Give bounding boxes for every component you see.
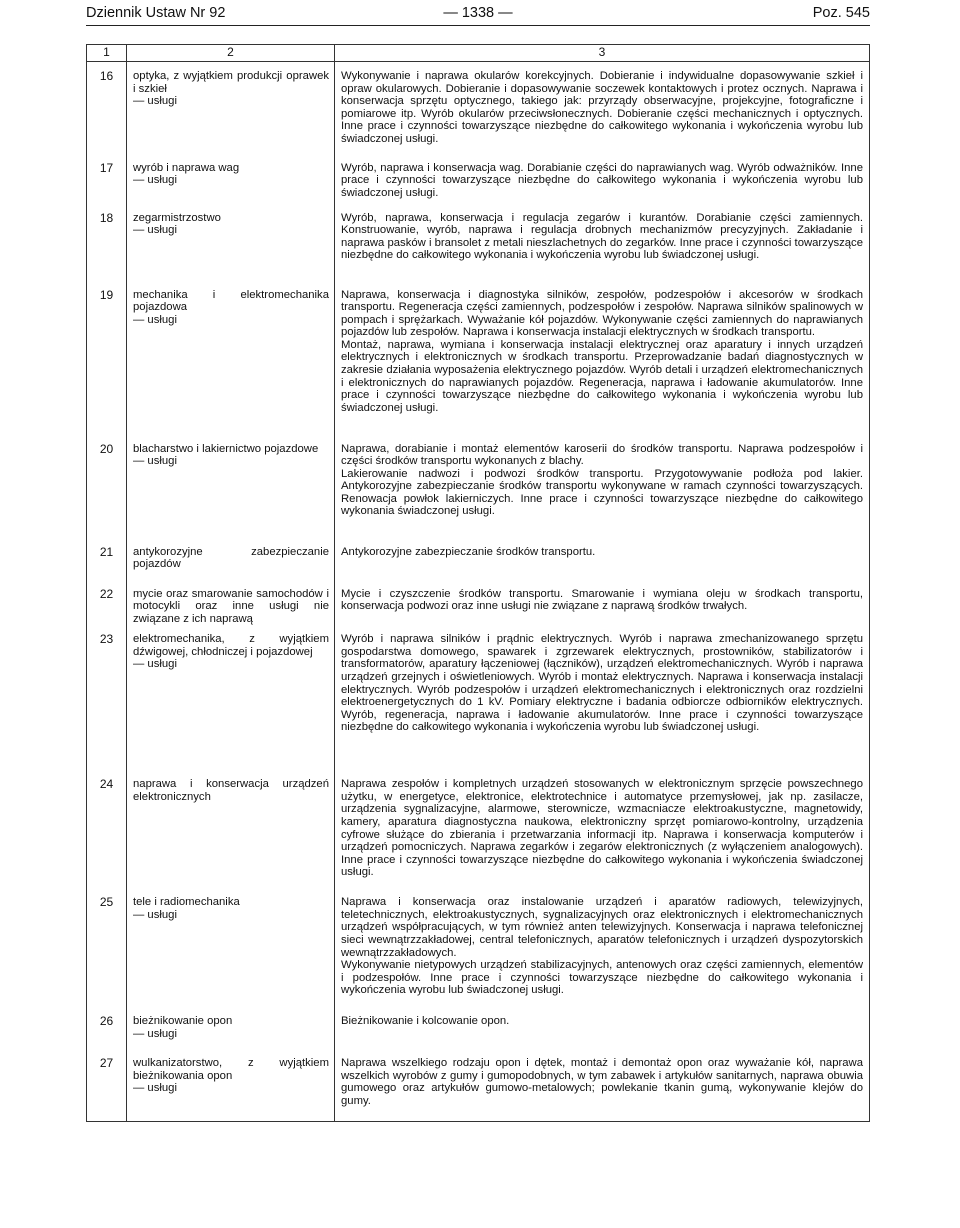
trade-name-line: antykorozyjne zabezpieczanie pojazdów [133, 545, 329, 571]
scope-description-cell [335, 888, 870, 1007]
trade-name-cell [127, 62, 335, 154]
trade-name-line: — usługi [133, 95, 177, 108]
trade-name-line: mechanika i elektromechanika pojazdowa [133, 288, 329, 314]
scope-description-cell [335, 625, 870, 770]
trade-name-line: wyrób i naprawa wag [133, 161, 240, 174]
trade-name-line: blacharstwo i lakiernictwo pojazdowe [133, 442, 319, 455]
scope-paragraph: Wykonywanie nietypowych urządzeń stabilizacyjnych, antenowych oraz części zamiennych, elementów i podzespołów. Inne prace i czynności towarzyszące niezbędne do całkowitego wykonania i wykończenia wyrobu lub świadczonej usługi. [341, 959, 863, 997]
trade-name-cell [127, 580, 335, 626]
scope-paragraph: Naprawa, konserwacja i diagnostyka silników, zespołów, podzespołów i akcesorów w środkach transportu. Regeneracja części zamiennych, podzespołów i zespołów. Naprawa silników spalinowych w pompach i sprężarkach. Wyważanie kół pojazdów. Wykonywanie części zamiennych do naprawianych pojazdów lub zespołów. Naprawa i konserwacja instalacji elektrycznych w środkach transportu. [341, 288, 863, 339]
scope-paragraph: Naprawa i konserwacja oraz instalowanie urządzeń i aparatów radiowych, telewizyjnych, teletechnicznych, elektroakustycznych, sygnalizacyjnych oraz elektronicznych i elektromechanicznych urządzeń współpracujących, w tym również anten telewizyjnych. Konserwacja i naprawa telefonicznej sieci wewnątrzzakładowej, central telefonicznych, aparatów telefonicznych i urządzeń dyspozytorskich wewnątrzzakładowych. [341, 896, 863, 959]
table-row [87, 154, 870, 204]
trade-name-cell [127, 538, 335, 580]
trade-name-cell [127, 770, 335, 888]
table-row [87, 1007, 870, 1049]
scope-description-cell [335, 435, 870, 538]
trade-name-line: naprawa i konserwacja urządzeń elektronicznych [133, 778, 329, 803]
column-header-1: 1 [87, 45, 127, 62]
scope-paragraph: Antykorozyjne zabezpieczanie środków transportu. [341, 545, 596, 558]
services-table [86, 44, 870, 1122]
scope-paragraph: Wyrób i naprawa silników i prądnic elektrycznych. Wyrób i naprawa zmechanizowanego sprzętu gospodarstwa domowego, spawarek i zgrzewarek elektrycznych, prostowników, stabilizatorów i transformatorów, aparatury łączeniowej (łączników), urządzeń elektromechanicznych. Wyrób i naprawa urządzeń grzejnych i oświetleniowych. Wyrób i montaż elektrycznych. Naprawa i konserwacja instalacji elektrycznych. Wyrób podzespołów i urządzeń elektromechanicznych i elektronicznych oraz rozdzielni elektroenergetycznych do 1 kV. Pomiary elektryczne i badania odbiorcze odbiorników elektrycznych. Wyrób, regeneracja, naprawa i ładowanie akumulatorów. Inne prace i czynności towarzyszące niezbędne do całkowitego wykonania i wykończenia wyrobu lub świadczonej usługi. [341, 633, 863, 734]
scope-paragraph: Naprawa, dorabianie i montaż elementów karoserii do środków transportu. Naprawa podzespołów i części środków transportu wykonanych z blachy. [341, 442, 863, 468]
page-number: — 1338 — [443, 5, 513, 21]
trade-name-line: — usługi [133, 1082, 177, 1095]
table-row [87, 888, 870, 1007]
table-row [87, 204, 870, 281]
trade-name-cell [127, 435, 335, 538]
scope-paragraph: Wyrób, naprawa, konserwacja i regulacja zegarów i kurantów. Dorabianie części zamiennych. Konstruowanie, wyrób, naprawa i regulacja drobnych mechanizmów precyzyjnych. Zakładanie i naprawa pasków i bransolet z metali nieszlachetnych do zegarków. Inne prace i czynności towarzyszące niezbędne do całkowitego wykonania i wykończenia wyrobu lub świadczonej usługi. [341, 211, 863, 262]
scope-paragraph: Naprawa zespołów i kompletnych urządzeń stosowanych w elektronicznym sprzęcie powszechnego użytku, w energetyce, elektronice, elektrotechnice i automatyce przemysłowej, jak np. zasilacze, urządzenia sygnalizacyjne, alarmowe, sterownicze, wzmacniacze elektroakustyczne, magnetowidy, kamery, aparatura diagnostyczna naukowa, elektroniczny sprzęt pomiarowo-kontrolny, urządzenia cyfrowe służące do zbierania i przetwarzania informacji itp. Naprawa i konserwacja komputerów i urządzeń pomocniczych. Naprawa zegarków i zegarów elektronicznych (z wyłączeniem analogowych). Inne prace i czynności towarzyszące niezbędne do całkowitego wykonania i wykończenia świadczonej usługi. [341, 778, 863, 879]
row-number: 19 [87, 281, 127, 435]
trade-name-line: — usługi [133, 224, 177, 237]
row-number: 22 [87, 580, 127, 626]
trade-name-line: — usługi [133, 455, 177, 468]
scope-paragraph: Lakierowanie nadwozi i podwozi środków transportu. Przygotowywanie podłoża pod lakier. Antykorozyjne zabezpieczanie środków transportu wykonywane w ramach czynności towarzyszących. Renowacja powłok lakierniczych. Inne prace i czynności towarzyszące niezbędne do całkowitego wykonania świadczonej usługi. [341, 467, 863, 518]
scope-description-cell [335, 770, 870, 888]
table-header-row [87, 45, 870, 62]
trade-name-line: optyka, z wyjątkiem produkcji oprawek i szkieł [133, 70, 329, 95]
scope-description-cell [335, 580, 870, 626]
row-number: 20 [87, 435, 127, 538]
trade-name-line: — usługi [133, 174, 177, 187]
trade-name-cell [127, 888, 335, 1007]
table-row [87, 281, 870, 435]
trade-name-line: — usługi [133, 1027, 177, 1040]
trade-name-line: zegarmistrzostwo [133, 211, 221, 224]
scope-paragraph: Montaż, naprawa, wymiana i konserwacja instalacji elektrycznej oraz aparatury i innych urządzeń elektrycznych i elektronicznych w środkach transportu. Przeprowadzanie badań diagnostycznych w zakresie działania wyposażenia elektrycznego pojazdów. Wyrób detali i urządzeń elektromechanicznych i elektronicznych do naprawianych pojazdów. Regeneracja, naprawa i ładowanie akumulatorów. Inne prace i czynności towarzyszące niezbędne do całkowitego wykonania i wykończenia wyrobu lub świadczonej usługi. [341, 338, 863, 414]
trade-name-cell [127, 204, 335, 281]
scope-description-cell [335, 204, 870, 281]
table-row [87, 1049, 870, 1121]
table-row [87, 538, 870, 580]
row-number: 17 [87, 154, 127, 204]
table-row [87, 625, 870, 770]
page-header [86, 5, 870, 27]
scope-description-cell [335, 538, 870, 580]
table-row [87, 62, 870, 154]
trade-name-cell [127, 625, 335, 770]
row-number: 26 [87, 1007, 127, 1049]
trade-name-cell [127, 1049, 335, 1121]
scope-description-cell [335, 1049, 870, 1121]
trade-name-line: wulkanizatorstwo, z wyjątkiem bieżnikowania opon [133, 1057, 329, 1082]
scope-description-cell [335, 1007, 870, 1049]
journal-title: Dziennik Ustaw Nr 92 [86, 5, 226, 21]
trade-name-cell [127, 281, 335, 435]
scope-paragraph: Wyrób, naprawa i konserwacja wag. Dorabianie części do naprawianych wag. Wyrób odważników. Inne prace i czynności towarzyszące niezbędne do całkowitego wykonania i wykończenia wyrobu lub świadczonej usługi. [341, 161, 863, 199]
scope-paragraph: Naprawa wszelkiego rodzaju opon i dętek, montaż i demontaż opon oraz wyważanie kół, naprawa wszelkich wyrobów z gumy i gumopodobnych, w tym zabawek i artykułów sanitarnych, naprawa obuwia gumowego oraz artykułów gumowo-metalowych; powlekanie tkanin gumą, wykonywanie klejów do gumy. [341, 1057, 863, 1108]
trade-name-cell [127, 154, 335, 204]
scope-paragraph: Bieżnikowanie i kolcowanie opon. [341, 1015, 510, 1028]
trade-name-line: tele i radiomechanika [133, 896, 240, 909]
trade-name-line: — usługi [133, 908, 177, 921]
column-header-3: 3 [335, 45, 870, 62]
column-header-2: 2 [127, 45, 335, 62]
trade-name-cell [127, 1007, 335, 1049]
trade-name-line: bieżnikowanie opon [133, 1015, 233, 1028]
scope-description-cell [335, 154, 870, 204]
trade-name-line: — usługi [133, 313, 177, 326]
trade-name-line: elektromechanika, z wyjątkiem dźwigowej, chłodniczej i pojazdowej [133, 633, 329, 658]
trade-name-line: — usługi [133, 658, 177, 671]
table-row [87, 770, 870, 888]
position-number: Poz. 545 [812, 5, 870, 21]
row-number: 23 [87, 625, 127, 770]
scope-description-cell [335, 281, 870, 435]
row-number: 16 [87, 62, 127, 154]
scope-paragraph: Mycie i czyszczenie środków transportu. Smarowanie i wymiana oleju w środkach transportu, konserwacja podwozi oraz inne usługi nie związane z naprawą środków trwałych. [341, 587, 863, 613]
table-row [87, 435, 870, 538]
trade-name-line: mycie oraz smarowanie samochodów i motocykli oraz inne usługi nie związane z ich naprawą [133, 587, 329, 625]
row-number: 24 [87, 770, 127, 888]
scope-description-cell [335, 62, 870, 154]
row-number: 18 [87, 204, 127, 281]
row-number: 27 [87, 1049, 127, 1121]
row-number: 21 [87, 538, 127, 580]
row-number: 25 [87, 888, 127, 1007]
header-rule [86, 25, 870, 26]
scope-paragraph: Wykonywanie i naprawa okularów korekcyjnych. Dobieranie i indywidualne dopasowywanie szkieł i opraw okularowych. Dobieranie i dopasowywanie soczewek kontaktowych i protez ocznych. Naprawa i konserwacja sprzętu optycznego, takiego jak: przyrządy obserwacyjne, projekcyjne, fotograficzne i pomiarowe itp. Wyrób okularów przeciwsłonecznych. Dobieranie części mechanicznych i optycznych. Inne prace i czynności towarzyszące niezbędne do całkowitego wykonania i wykończenia wyrobu lub świadczonej usługi. [341, 70, 863, 145]
table-row [87, 580, 870, 626]
